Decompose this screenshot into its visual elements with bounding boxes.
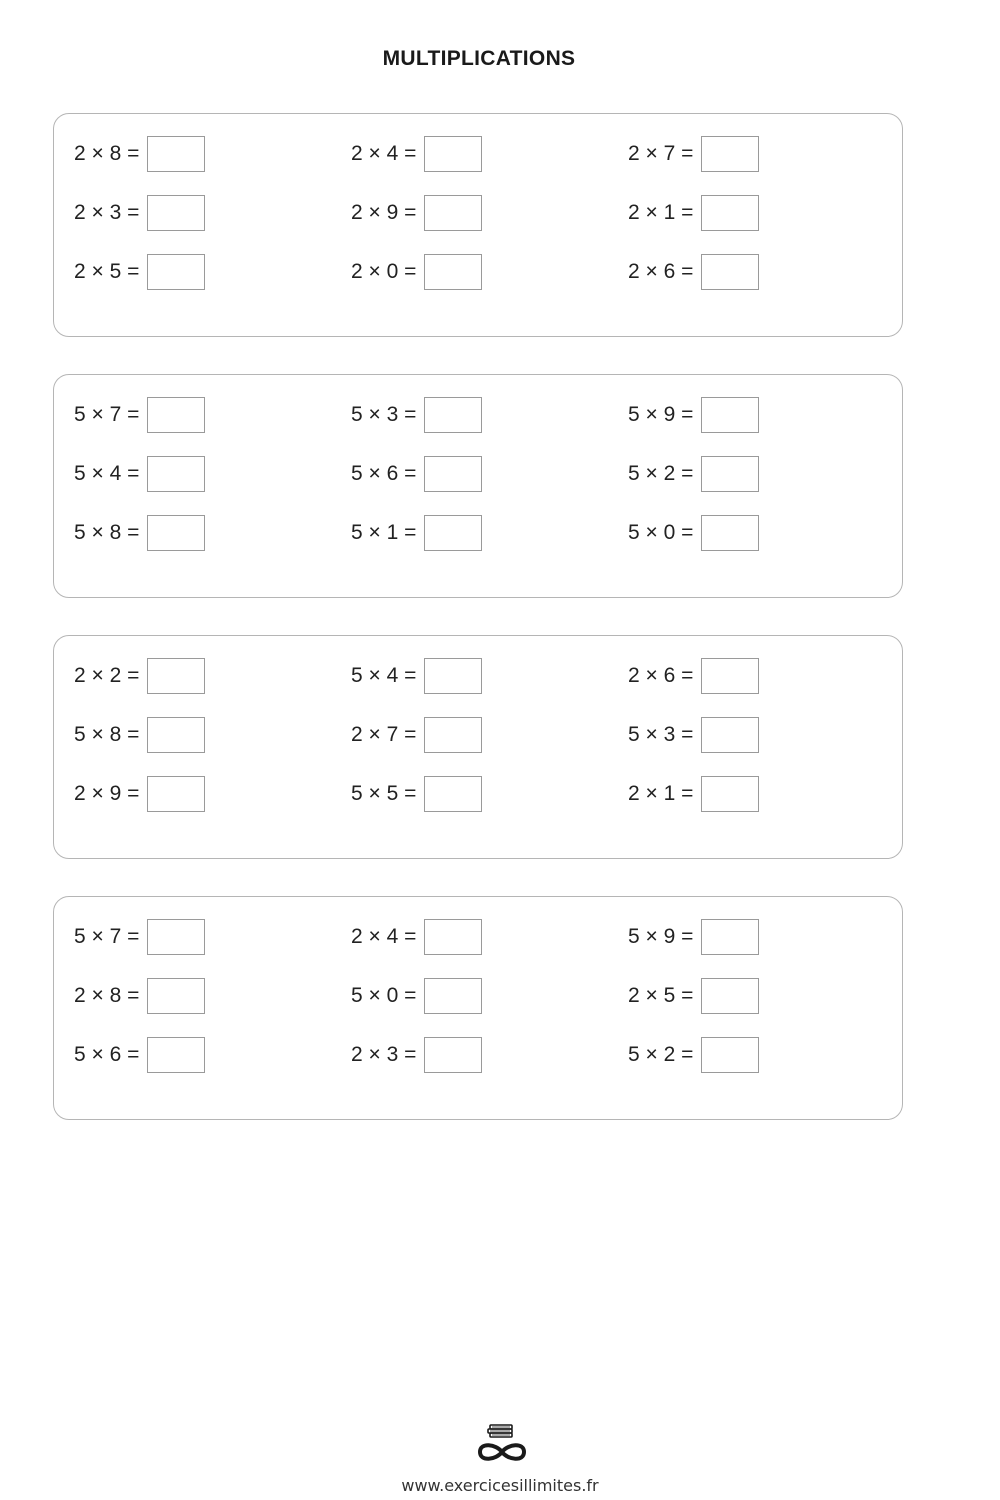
answer-box[interactable] — [424, 978, 482, 1014]
exercise-expression: 2 × 5 = — [74, 260, 140, 283]
exercise-expression: 2 × 0 = — [351, 260, 417, 283]
multiplication-exercise — [74, 775, 205, 813]
multiplication-exercise — [351, 1036, 482, 1074]
exercise-expression: 5 × 5 = — [351, 782, 417, 805]
multiplication-exercise — [628, 135, 759, 173]
answer-box[interactable] — [147, 136, 205, 172]
exercise-expression: 5 × 4 = — [74, 462, 140, 485]
multiplication-exercise — [74, 977, 205, 1015]
exercise-group — [53, 374, 903, 598]
exercise-expression: 5 × 3 = — [628, 723, 694, 746]
exercise-expression: 5 × 0 = — [628, 521, 694, 544]
answer-box[interactable] — [701, 919, 759, 955]
answer-box[interactable] — [147, 978, 205, 1014]
answer-box[interactable] — [701, 195, 759, 231]
answer-box[interactable] — [147, 195, 205, 231]
exercise-expression: 2 × 6 = — [628, 260, 694, 283]
multiplication-exercise — [74, 918, 205, 956]
multiplication-exercise — [74, 514, 205, 552]
multiplication-exercise — [628, 455, 759, 493]
answer-box[interactable] — [147, 254, 205, 290]
multiplication-exercise — [351, 194, 482, 232]
exercise-expression: 5 × 6 = — [351, 462, 417, 485]
exercise-expression: 2 × 1 = — [628, 782, 694, 805]
exercise-expression: 5 × 7 = — [74, 925, 140, 948]
multiplication-exercise — [351, 253, 482, 291]
exercise-expression: 5 × 3 = — [351, 403, 417, 426]
multiplication-exercise — [74, 1036, 205, 1074]
answer-box[interactable] — [701, 515, 759, 551]
answer-box[interactable] — [424, 397, 482, 433]
answer-box[interactable] — [701, 1037, 759, 1073]
exercise-expression: 2 × 5 = — [628, 984, 694, 1007]
exercise-expression: 5 × 8 = — [74, 723, 140, 746]
answer-box[interactable] — [147, 717, 205, 753]
multiplication-exercise — [351, 716, 482, 754]
answer-box[interactable] — [424, 254, 482, 290]
multiplication-exercise — [74, 396, 205, 434]
answer-box[interactable] — [424, 776, 482, 812]
answer-box[interactable] — [424, 919, 482, 955]
answer-box[interactable] — [701, 776, 759, 812]
footer-url: www.exercicesillimites.fr — [401, 1476, 599, 1495]
exercise-group — [53, 896, 903, 1120]
exercise-expression: 2 × 4 = — [351, 142, 417, 165]
answer-box[interactable] — [701, 254, 759, 290]
multiplication-exercise — [628, 194, 759, 232]
multiplication-exercise — [628, 657, 759, 695]
multiplication-exercise — [628, 396, 759, 434]
answer-box[interactable] — [424, 1037, 482, 1073]
answer-box[interactable] — [424, 658, 482, 694]
multiplication-exercise — [74, 253, 205, 291]
multiplication-exercise — [351, 775, 482, 813]
multiplication-exercise — [628, 977, 759, 1015]
answer-box[interactable] — [147, 1037, 205, 1073]
exercise-expression: 2 × 3 = — [351, 1043, 417, 1066]
exercise-expression: 5 × 1 = — [351, 521, 417, 544]
exercise-expression: 2 × 1 = — [628, 201, 694, 224]
answer-box[interactable] — [701, 136, 759, 172]
infinity-books-logo — [474, 1422, 530, 1466]
multiplication-exercise — [74, 194, 205, 232]
answer-box[interactable] — [147, 776, 205, 812]
multiplication-exercise — [74, 657, 205, 695]
multiplication-exercise — [351, 396, 482, 434]
multiplication-exercise — [74, 135, 205, 173]
exercise-expression: 2 × 4 = — [351, 925, 417, 948]
answer-box[interactable] — [147, 515, 205, 551]
answer-box[interactable] — [147, 456, 205, 492]
multiplication-exercise — [628, 716, 759, 754]
exercise-expression: 5 × 9 = — [628, 403, 694, 426]
multiplication-exercise — [351, 455, 482, 493]
exercise-expression: 5 × 0 = — [351, 984, 417, 1007]
answer-box[interactable] — [701, 397, 759, 433]
answer-box[interactable] — [424, 515, 482, 551]
answer-box[interactable] — [424, 195, 482, 231]
exercise-expression: 2 × 8 = — [74, 984, 140, 1007]
exercise-expression: 2 × 6 = — [628, 664, 694, 687]
exercise-expression: 5 × 2 = — [628, 462, 694, 485]
answer-box[interactable] — [147, 397, 205, 433]
multiplication-exercise — [628, 253, 759, 291]
exercise-expression: 2 × 9 = — [351, 201, 417, 224]
exercise-expression: 5 × 2 = — [628, 1043, 694, 1066]
multiplication-exercise — [351, 135, 482, 173]
exercise-group — [53, 635, 903, 859]
answer-box[interactable] — [701, 717, 759, 753]
multiplication-exercise — [351, 657, 482, 695]
multiplication-exercise — [351, 977, 482, 1015]
answer-box[interactable] — [147, 658, 205, 694]
multiplication-exercise — [628, 775, 759, 813]
exercise-expression: 5 × 4 = — [351, 664, 417, 687]
answer-box[interactable] — [424, 456, 482, 492]
multiplication-exercise — [351, 514, 482, 552]
multiplication-exercise — [74, 716, 205, 754]
multiplication-exercise — [351, 918, 482, 956]
answer-box[interactable] — [701, 456, 759, 492]
exercise-expression: 5 × 6 = — [74, 1043, 140, 1066]
exercise-expression: 2 × 9 = — [74, 782, 140, 805]
answer-box[interactable] — [424, 717, 482, 753]
exercise-expression: 2 × 3 = — [74, 201, 140, 224]
exercise-expression: 2 × 8 = — [74, 142, 140, 165]
exercise-expression: 5 × 7 = — [74, 403, 140, 426]
multiplication-exercise — [628, 514, 759, 552]
exercise-expression: 2 × 7 = — [351, 723, 417, 746]
exercise-expression: 2 × 7 = — [628, 142, 694, 165]
page-title: MULTIPLICATIONS — [382, 47, 576, 70]
answer-box[interactable] — [424, 136, 482, 172]
multiplication-exercise — [628, 1036, 759, 1074]
exercise-expression: 5 × 9 = — [628, 925, 694, 948]
answer-box[interactable] — [701, 978, 759, 1014]
exercise-expression: 5 × 8 = — [74, 521, 140, 544]
exercise-expression: 2 × 2 = — [74, 664, 140, 687]
exercise-group — [53, 113, 903, 337]
multiplication-exercise — [74, 455, 205, 493]
multiplication-exercise — [628, 918, 759, 956]
answer-box[interactable] — [147, 919, 205, 955]
answer-box[interactable] — [701, 658, 759, 694]
